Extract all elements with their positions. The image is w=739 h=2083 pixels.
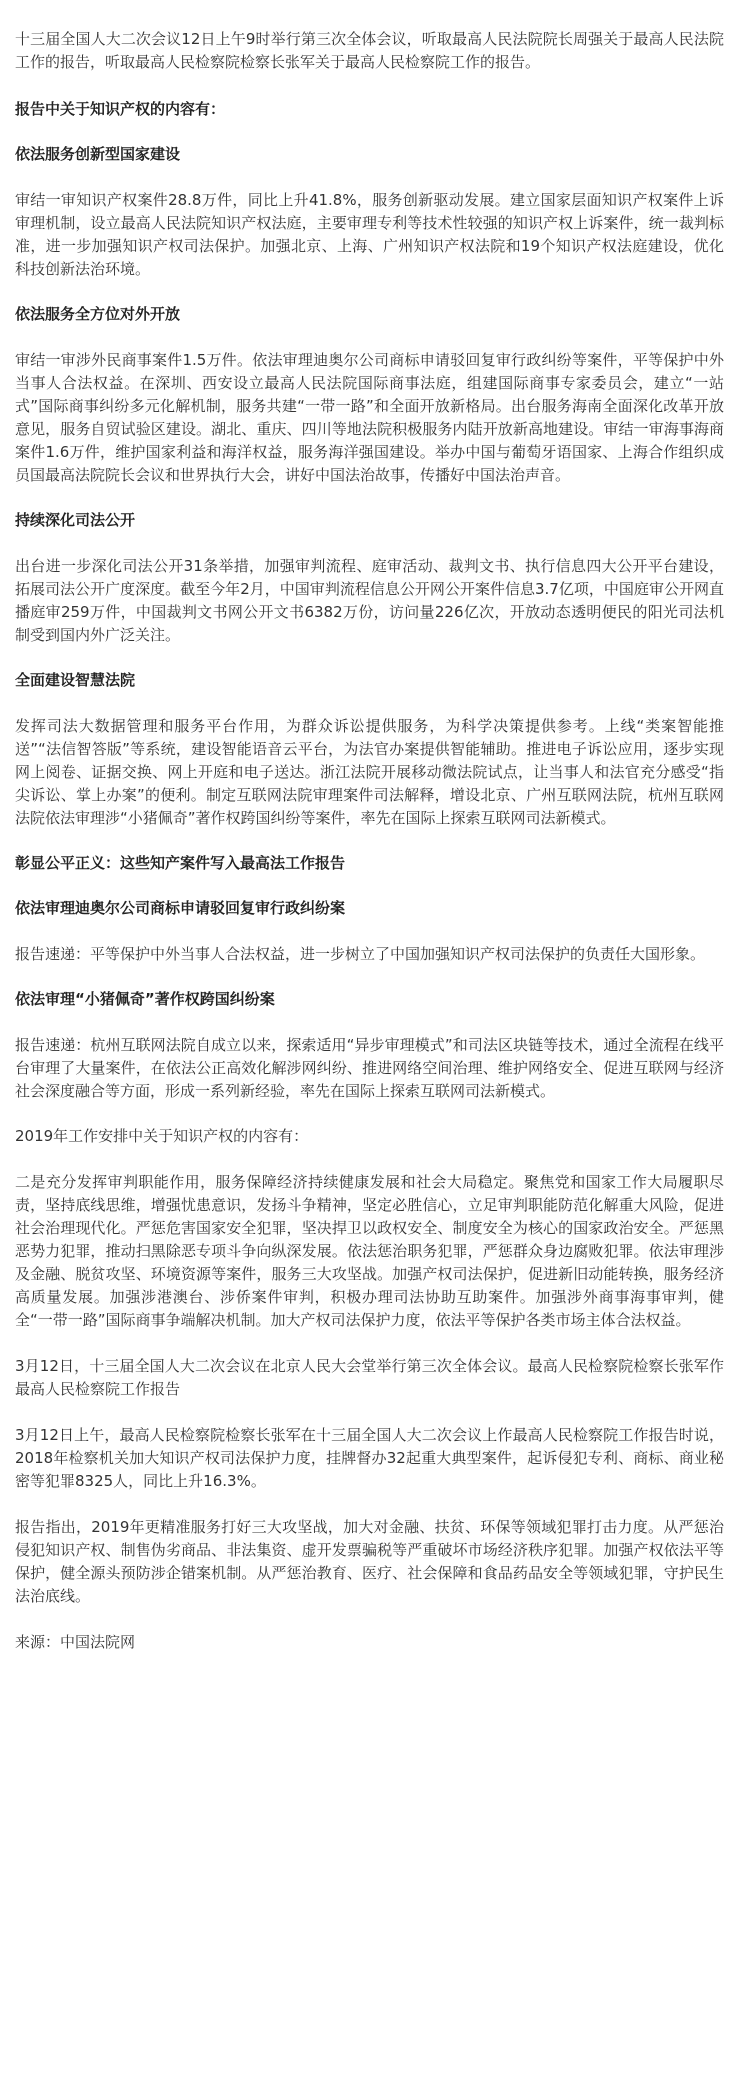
section-title-judicial-openness: 持续深化司法公开: [15, 511, 136, 529]
section-body-opening: 审结一审涉外民商事案件1.5万件。依法审理迪奥尔公司商标申请驳回复审行政纠纷等案件，平等保护中外当事人合法权益。在深圳、西安设立最高人民法院国际商事法庭，组建国际商事专家委员会，建立“一站式”国际商事纠纷多元化解机制，服务共建“一带一路”和全面开放新格局。出台服务海南全面深化改革开放意见，服务自贸试验区建设。湖北、重庆、四川等地法院积极服务内陆开放新高地建设。审结一审海事海商案件1.6万件，维护国家利益和海洋权益，服务海洋强国建设。举办中国与葡萄牙语国家、上海合作组织成员国最高法院院长会议和世界执行大会，讲好中国法治故事，传播好中国法治声音。: [15, 351, 724, 484]
case-title-peppa-pig: 依法审理“小猪佩奇”著作权跨国纠纷案: [15, 990, 275, 1008]
section-body-judicial-openness: 出台进一步深化司法公开31条举措，加强审判流程、庭审活动、裁判文书、执行信息四大公开平台建设，拓展司法公开广度深度。截至今年2月，中国审判流程信息公开网公开案件信息3.7亿项，中国庭审公开网直播庭审259万件，中国裁判文书网公开文书6382万份，访问量226亿次，开放动态透明便民的阳光司法机制受到国内外广泛关注。: [15, 557, 724, 644]
procuratorate-paragraph-3: 报告指出，2019年更精准服务打好三大攻坚战，加大对金融、扶贫、环保等领域犯罪打击力度。从严惩治侵犯知识产权、制售伪劣商品、非法集资、虚开发票骗税等严重破坏市场经济秩序犯罪。加强产权依法平等保护，健全源头预防涉企错案机制。从严惩治教育、医疗、社会保障和食品药品安全等领域犯罪，守护民生法治底线。: [15, 1518, 724, 1605]
ip-content-heading: 报告中关于知识产权的内容有：: [15, 100, 226, 118]
section-title-opening: 依法服务全方位对外开放: [15, 305, 181, 323]
section-body-innovation: 审结一审知识产权案件28.8万件，同比上升41.8%，服务创新驱动发展。建立国家层面知识产权案件上诉审理机制，设立最高人民法院知识产权法庭，主要审理专利等技术性较强的知识产权上诉案件，统一裁判标准，进一步加强知识产权司法保护。加强北京、上海、广州知识产权法院和19个知识产权法庭建设，优化科技创新法治环境。: [15, 191, 724, 278]
procuratorate-paragraph-2: 3月12日上午，最高人民检察院检察长张军在十三届全国人大二次会议上作最高人民检察院工作报告时说，2018年检察机关加大知识产权司法保护力度，挂牌督办32起重大典型案件，起诉侵犯专利、商标、商业秘密等犯罪8325人，同比上升16.3%。: [15, 1426, 724, 1490]
plan-heading: 2019年工作安排中关于知识产权的内容有：: [15, 1127, 309, 1145]
section-body-smart-court: 发挥司法大数据管理和服务平台作用，为群众诉讼提供服务，为科学决策提供参考。上线“类案智能推送”“法信智答版”等系统，建设智能语音云平台，为法官办案提供智能辅助。推进电子诉讼应用，逐步实现网上阅卷、证据交换、网上开庭和电子送达。浙江法院开展移动微法院试点，让当事人和法官充分感受“指尖诉讼、掌上办案”的便利。制定互联网法院审理案件司法解释，增设北京、广州互联网法院，杭州互联网法院依法审理涉“小猪佩奇”著作权跨国纠纷等案件，率先在国际上探索互联网司法新模式。: [15, 717, 724, 827]
cases-heading: 彰显公平正义：这些知产案件写入最高法工作报告: [15, 854, 346, 872]
case-title-dior: 依法审理迪奥尔公司商标申请驳回复审行政纠纷案: [15, 899, 346, 917]
source-line: 来源：中国法院网: [15, 1633, 136, 1651]
section-title-innovation: 依法服务创新型国家建设: [15, 145, 181, 163]
case-body-dior: 报告速递：平等保护中外当事人合法权益，进一步树立了中国加强知识产权司法保护的负责任大国形象。: [15, 945, 706, 963]
procuratorate-paragraph-1: 3月12日，十三届全国人大二次会议在北京人民大会堂举行第三次全体会议。最高人民检察院检察长张军作最高人民检察院工作报告: [15, 1357, 724, 1398]
section-title-smart-court: 全面建设智慧法院: [15, 671, 136, 689]
plan-body: 二是充分发挥审判职能作用，服务保障经济持续健康发展和社会大局稳定。聚焦党和国家工作大局履职尽责，坚持底线思维，增强忧患意识，发扬斗争精神，坚定必胜信心，立足审判职能防范化解重大风险，促进社会治理现代化。严惩危害国家安全犯罪，坚决捍卫以政权安全、制度安全为核心的国家政治安全。严惩黑恶势力犯罪，推动扫黑除恶专项斗争向纵深发展。依法惩治职务犯罪，严惩群众身边腐败犯罪。依法审理涉及金融、脱贫攻坚、环境资源等案件，服务三大攻坚战。加强产权司法保护，促进新旧动能转换，服务经济高质量发展。加强涉港澳台、涉侨案件审判，积极办理司法协助互助案件。加强涉外商事海事审判，健全“一带一路”国际商事争端解决机制。加大产权司法保护力度，依法平等保护各类市场主体合法权益。: [15, 1173, 724, 1329]
intro-paragraph: 十三届全国人大二次会议12日上午9时举行第三次全体会议，听取最高人民法院院长周强关于最高人民法院工作的报告，听取最高人民检察院检察长张军关于最高人民检察院工作的报告。: [15, 30, 724, 71]
case-body-peppa-pig: 报告速递：杭州互联网法院自成立以来，探索适用“异步审理模式”和司法区块链等技术，通过全流程在线平台审理了大量案件，在依法公正高效化解涉网纠纷、推进网络空间治理、维护网络安全、促进互联网与经济社会深度融合等方面，形成一系列新经验，率先在国际上探索互联网司法新模式。: [15, 1036, 724, 1100]
